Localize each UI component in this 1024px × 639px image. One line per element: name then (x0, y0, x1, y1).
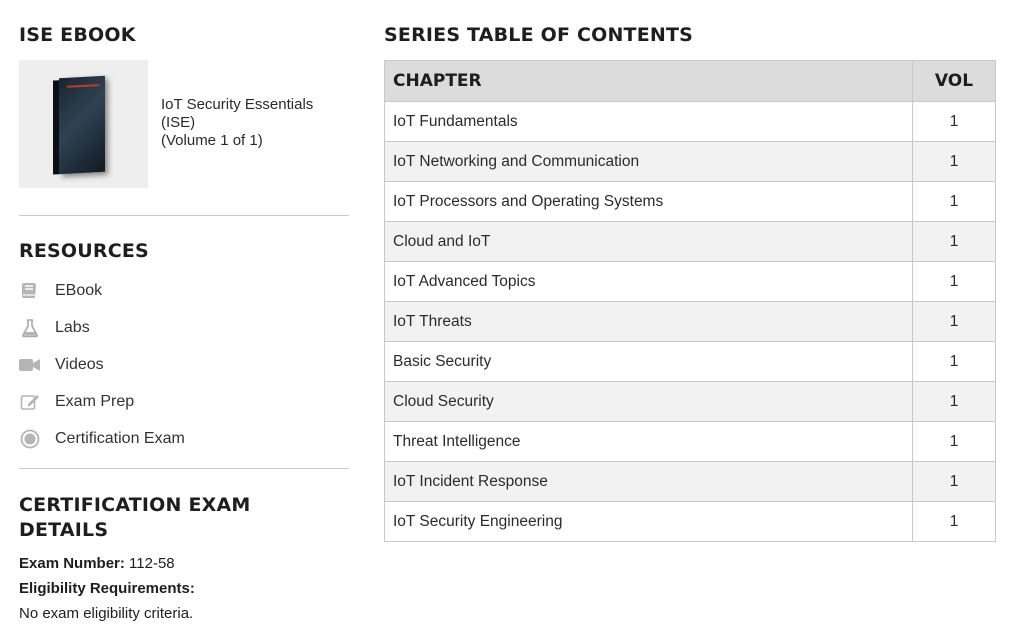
resources-heading: RESOURCES (19, 240, 149, 262)
table-row (385, 502, 996, 542)
resource-certification-exam[interactable] (19, 420, 185, 457)
table-row (385, 182, 996, 222)
vol-cell: 1 (913, 102, 996, 142)
chapter-cell: IoT Threats (385, 302, 913, 342)
resource-labs[interactable] (19, 309, 185, 346)
table-row (385, 422, 996, 462)
chapter-cell: IoT Security Engineering (385, 502, 913, 542)
chapter-cell: IoT Incident Response (385, 462, 913, 502)
table-row (385, 462, 996, 502)
table-row (385, 222, 996, 262)
vol-cell: 1 (913, 502, 996, 542)
resource-label: Videos (55, 355, 104, 373)
vol-column-header: VOL (913, 61, 996, 102)
chapter-cell: IoT Fundamentals (385, 102, 913, 142)
resource-label: Exam Prep (55, 392, 135, 410)
chapter-column-header: CHAPTER (385, 61, 913, 102)
eligibility-text: No exam eligibility criteria. (19, 605, 194, 622)
resource-exam-prep[interactable] (19, 383, 185, 420)
resource-videos[interactable] (19, 346, 185, 383)
resources-list (19, 272, 185, 457)
vol-cell: 1 (913, 302, 996, 342)
resource-ebook[interactable] (19, 272, 185, 309)
exam-number-row (19, 551, 195, 576)
book-cover-image[interactable] (19, 60, 148, 188)
eligibility-label: Eligibility Requirements: (19, 580, 195, 597)
table-row (385, 302, 996, 342)
edit-icon (19, 392, 41, 412)
vol-cell: 1 (913, 422, 996, 462)
vol-cell: 1 (913, 462, 996, 502)
chapter-cell: Threat Intelligence (385, 422, 913, 462)
book-abbr: (ISE) (161, 114, 196, 131)
toc-heading: SERIES TABLE OF CONTENTS (384, 24, 694, 46)
book-volume: (Volume 1 of 1) (161, 132, 263, 149)
book-info (161, 96, 351, 150)
ebook-heading: ISE EBOOK (19, 24, 136, 46)
divider (19, 468, 349, 469)
vol-cell: 1 (913, 222, 996, 262)
chapter-cell: IoT Advanced Topics (385, 262, 913, 302)
toc-table (384, 60, 996, 542)
exam-details (19, 551, 195, 626)
table-row (385, 262, 996, 302)
toc-header-row (385, 61, 996, 102)
book-icon (19, 281, 41, 301)
video-camera-icon (19, 355, 41, 375)
book-title: IoT Security Essentials (161, 96, 314, 113)
vol-cell: 1 (913, 142, 996, 182)
chapter-cell: IoT Processors and Operating Systems (385, 182, 913, 222)
resource-label: Labs (55, 318, 90, 336)
resource-label: Certification Exam (55, 429, 185, 447)
vol-cell: 1 (913, 262, 996, 302)
table-row (385, 342, 996, 382)
table-row (385, 142, 996, 182)
table-row (385, 102, 996, 142)
exam-number-value: 112-58 (129, 555, 175, 572)
vol-cell: 1 (913, 382, 996, 422)
chapter-cell: IoT Networking and Communication (385, 142, 913, 182)
chapter-cell: Cloud and IoT (385, 222, 913, 262)
resource-label: EBook (55, 281, 103, 299)
chapter-cell: Basic Security (385, 342, 913, 382)
target-icon (19, 429, 41, 449)
vol-cell: 1 (913, 182, 996, 222)
divider (19, 215, 349, 216)
flask-icon (19, 318, 41, 338)
table-row (385, 382, 996, 422)
book-cover (59, 76, 105, 174)
cert-exam-heading: CERTIFICATION EXAM DETAILS (19, 494, 251, 541)
chapter-cell: Cloud Security (385, 382, 913, 422)
exam-number-label: Exam Number: (19, 555, 125, 572)
vol-cell: 1 (913, 342, 996, 382)
